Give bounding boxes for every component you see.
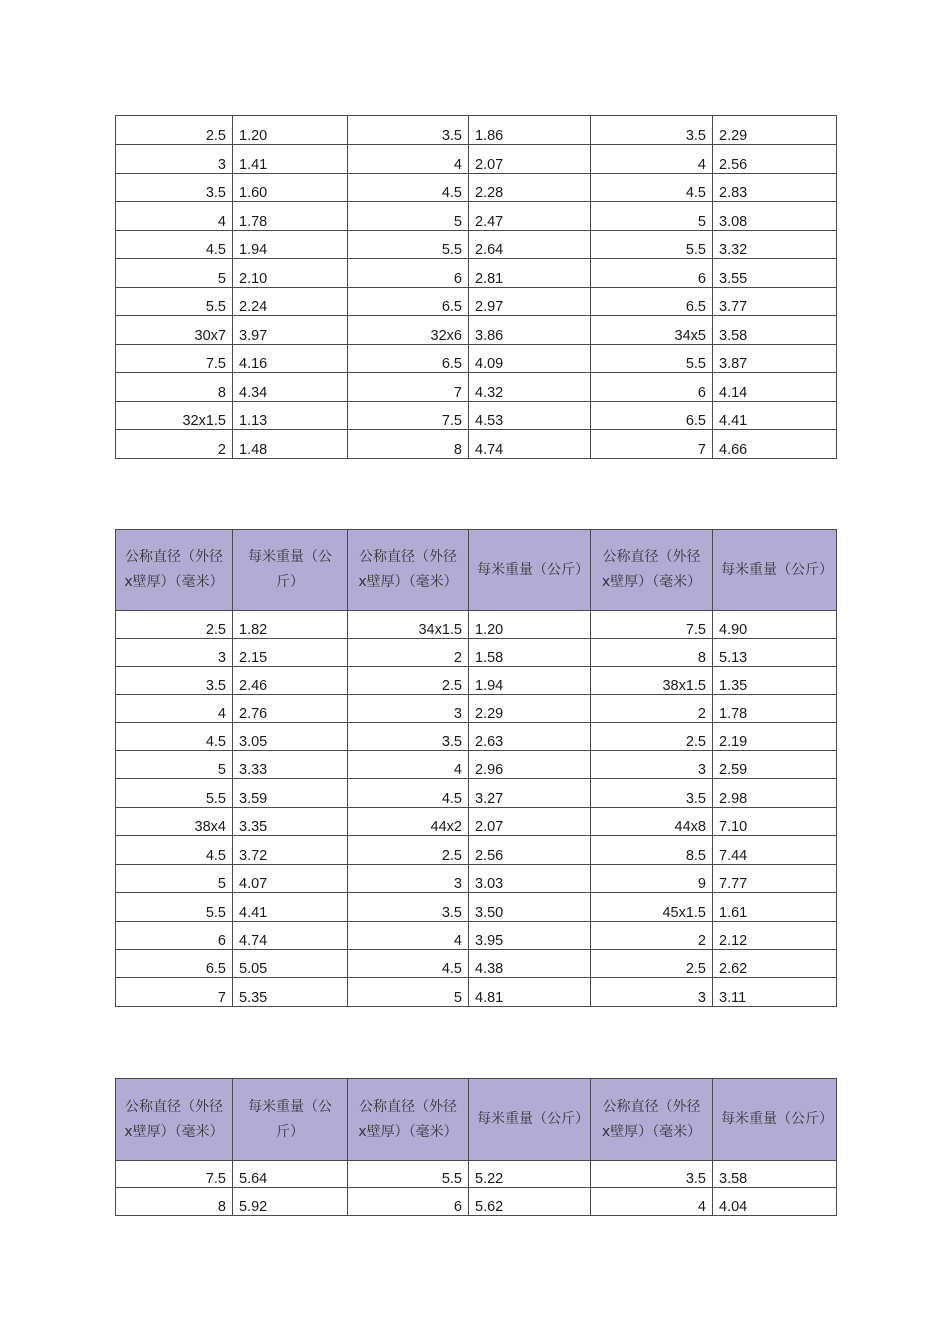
cell-weight: 1.61 [713, 893, 837, 922]
cell-weight: 7.77 [713, 865, 837, 893]
cell-weight: 2.97 [469, 288, 591, 316]
header-diameter: 公称直径（外径x壁厚）（毫米） [116, 530, 233, 611]
header-weight: 每米重量（公斤） [469, 1079, 591, 1161]
cell-diameter: 3 [591, 978, 713, 1007]
cell-weight: 5.13 [713, 639, 837, 667]
cell-diameter: 7.5 [116, 1161, 233, 1188]
cell-diameter: 2.5 [348, 836, 469, 865]
weight-table-2 [115, 529, 837, 1007]
table-row [116, 779, 837, 808]
cell-weight: 1.20 [233, 116, 348, 145]
cell-diameter: 38x4 [116, 808, 233, 836]
cell-diameter: 3 [116, 639, 233, 667]
cell-weight: 3.72 [233, 836, 348, 865]
cell-diameter: 2 [116, 430, 233, 459]
cell-diameter: 6.5 [348, 288, 469, 316]
cell-weight: 2.15 [233, 639, 348, 667]
cell-diameter: 8 [591, 639, 713, 667]
table-row [116, 345, 837, 373]
cell-weight: 4.53 [469, 402, 591, 430]
cell-diameter: 8.5 [591, 836, 713, 865]
cell-diameter: 3.5 [348, 723, 469, 751]
cell-weight: 5.62 [469, 1188, 591, 1216]
cell-weight: 3.55 [713, 259, 837, 288]
cell-weight: 2.96 [469, 751, 591, 779]
cell-diameter: 4.5 [348, 950, 469, 978]
cell-weight: 3.50 [469, 893, 591, 922]
cell-weight: 4.81 [469, 978, 591, 1007]
cell-diameter: 4 [348, 145, 469, 174]
cell-diameter: 9 [591, 865, 713, 893]
cell-diameter: 3 [116, 145, 233, 174]
cell-weight: 2.07 [469, 808, 591, 836]
table-row [116, 639, 837, 667]
cell-diameter: 4 [348, 751, 469, 779]
cell-diameter: 32x6 [348, 316, 469, 345]
table-row [116, 316, 837, 345]
cell-weight: 2.29 [469, 695, 591, 723]
cell-weight: 1.13 [233, 402, 348, 430]
table-body [116, 1161, 837, 1216]
cell-diameter: 5.5 [591, 345, 713, 373]
table-body [116, 611, 837, 1007]
table-body [116, 116, 837, 459]
cell-diameter: 5 [116, 865, 233, 893]
cell-weight: 2.29 [713, 116, 837, 145]
cell-weight: 2.81 [469, 259, 591, 288]
cell-diameter: 8 [116, 373, 233, 402]
cell-weight: 3.35 [233, 808, 348, 836]
cell-weight: 2.56 [469, 836, 591, 865]
cell-diameter: 5.5 [116, 288, 233, 316]
cell-diameter: 7 [116, 978, 233, 1007]
cell-diameter: 8 [348, 430, 469, 459]
cell-diameter: 34x1.5 [348, 611, 469, 639]
cell-weight: 5.05 [233, 950, 348, 978]
cell-diameter: 4.5 [348, 779, 469, 808]
cell-weight: 3.95 [469, 922, 591, 950]
cell-weight: 4.38 [469, 950, 591, 978]
cell-diameter: 7.5 [348, 402, 469, 430]
cell-weight: 4.07 [233, 865, 348, 893]
cell-weight: 4.74 [469, 430, 591, 459]
cell-diameter: 2 [591, 695, 713, 723]
cell-diameter: 2.5 [348, 667, 469, 695]
cell-diameter: 5 [116, 751, 233, 779]
cell-weight: 2.63 [469, 723, 591, 751]
table-row [116, 751, 837, 779]
cell-weight: 4.90 [713, 611, 837, 639]
cell-weight: 4.04 [713, 1188, 837, 1216]
cell-weight: 2.07 [469, 145, 591, 174]
cell-weight: 3.97 [233, 316, 348, 345]
cell-weight: 3.33 [233, 751, 348, 779]
cell-diameter: 30x7 [116, 316, 233, 345]
cell-diameter: 7 [348, 373, 469, 402]
cell-weight: 2.19 [713, 723, 837, 751]
cell-weight: 2.24 [233, 288, 348, 316]
cell-diameter: 4.5 [348, 174, 469, 202]
cell-diameter: 2.5 [116, 611, 233, 639]
cell-weight: 1.60 [233, 174, 348, 202]
cell-weight: 1.20 [469, 611, 591, 639]
header-weight: 每米重量（公斤） [469, 530, 591, 611]
cell-diameter: 34x5 [591, 316, 713, 345]
cell-weight: 2.98 [713, 779, 837, 808]
cell-weight: 5.35 [233, 978, 348, 1007]
cell-weight: 1.94 [233, 231, 348, 259]
header-diameter: 公称直径（外径x壁厚）（毫米） [116, 1079, 233, 1161]
cell-weight: 3.11 [713, 978, 837, 1007]
cell-diameter: 44x8 [591, 808, 713, 836]
table-row [116, 723, 837, 751]
cell-weight: 2.28 [469, 174, 591, 202]
cell-diameter: 4 [348, 922, 469, 950]
table-header [116, 1079, 837, 1161]
cell-diameter: 2 [348, 639, 469, 667]
header-diameter: 公称直径（外径x壁厚）（毫米） [591, 530, 713, 611]
cell-weight: 3.05 [233, 723, 348, 751]
cell-diameter: 5 [348, 978, 469, 1007]
cell-weight: 2.12 [713, 922, 837, 950]
cell-diameter: 8 [116, 1188, 233, 1216]
cell-weight: 5.92 [233, 1188, 348, 1216]
cell-diameter: 6.5 [348, 345, 469, 373]
table-row [116, 430, 837, 459]
cell-diameter: 3.5 [116, 174, 233, 202]
weight-table-1 [115, 115, 837, 459]
cell-weight: 1.78 [233, 202, 348, 231]
table-row [116, 1161, 837, 1188]
cell-weight: 3.27 [469, 779, 591, 808]
cell-diameter: 6 [116, 922, 233, 950]
cell-weight: 1.35 [713, 667, 837, 695]
cell-weight: 1.94 [469, 667, 591, 695]
cell-diameter: 6.5 [591, 288, 713, 316]
cell-weight: 3.08 [713, 202, 837, 231]
cell-diameter: 3.5 [591, 779, 713, 808]
cell-diameter: 5.5 [591, 231, 713, 259]
cell-weight: 3.77 [713, 288, 837, 316]
table-row [116, 373, 837, 402]
cell-weight: 2.76 [233, 695, 348, 723]
cell-weight: 5.64 [233, 1161, 348, 1188]
header-weight: 每米重量（公斤） [233, 530, 348, 611]
cell-diameter: 6 [348, 259, 469, 288]
cell-weight: 7.10 [713, 808, 837, 836]
cell-weight: 3.86 [469, 316, 591, 345]
cell-diameter: 5.5 [348, 231, 469, 259]
header-diameter: 公称直径（外径x壁厚）（毫米） [348, 1079, 469, 1161]
cell-diameter: 2 [591, 922, 713, 950]
table-row [116, 978, 837, 1007]
table-header [116, 530, 837, 611]
cell-diameter: 3.5 [348, 116, 469, 145]
cell-diameter: 2.5 [116, 116, 233, 145]
table-row [116, 865, 837, 893]
table-row [116, 922, 837, 950]
table-row [116, 667, 837, 695]
cell-weight: 2.59 [713, 751, 837, 779]
cell-weight: 1.48 [233, 430, 348, 459]
cell-diameter: 2.5 [591, 950, 713, 978]
cell-diameter: 4.5 [116, 723, 233, 751]
cell-diameter: 6 [591, 373, 713, 402]
cell-diameter: 4.5 [116, 836, 233, 865]
cell-weight: 4.16 [233, 345, 348, 373]
cell-diameter: 6 [348, 1188, 469, 1216]
cell-weight: 2.83 [713, 174, 837, 202]
cell-diameter: 5 [116, 259, 233, 288]
cell-weight: 2.46 [233, 667, 348, 695]
table-row [116, 288, 837, 316]
cell-weight: 3.03 [469, 865, 591, 893]
cell-weight: 2.47 [469, 202, 591, 231]
cell-diameter: 3 [591, 751, 713, 779]
cell-weight: 4.41 [233, 893, 348, 922]
cell-weight: 1.41 [233, 145, 348, 174]
cell-weight: 3.87 [713, 345, 837, 373]
cell-diameter: 38x1.5 [591, 667, 713, 695]
cell-weight: 3.58 [713, 1161, 837, 1188]
table-row [116, 695, 837, 723]
cell-diameter: 3.5 [116, 667, 233, 695]
table-row [116, 174, 837, 202]
cell-diameter: 5 [348, 202, 469, 231]
cell-diameter: 6 [591, 259, 713, 288]
cell-weight: 7.44 [713, 836, 837, 865]
header-weight: 每米重量（公斤） [713, 530, 837, 611]
cell-weight: 1.78 [713, 695, 837, 723]
header-weight: 每米重量（公斤） [233, 1079, 348, 1161]
cell-diameter: 44x2 [348, 808, 469, 836]
table-row [116, 116, 837, 145]
cell-diameter: 4 [116, 202, 233, 231]
cell-diameter: 3.5 [591, 1161, 713, 1188]
table-row [116, 950, 837, 978]
cell-weight: 3.58 [713, 316, 837, 345]
cell-weight: 4.09 [469, 345, 591, 373]
cell-weight: 4.41 [713, 402, 837, 430]
cell-diameter: 5.5 [348, 1161, 469, 1188]
cell-weight: 5.22 [469, 1161, 591, 1188]
table-row [116, 836, 837, 865]
cell-weight: 4.74 [233, 922, 348, 950]
cell-weight: 4.34 [233, 373, 348, 402]
cell-weight: 1.58 [469, 639, 591, 667]
cell-weight: 3.59 [233, 779, 348, 808]
header-diameter: 公称直径（外径x壁厚）（毫米） [591, 1079, 713, 1161]
cell-diameter: 6.5 [591, 402, 713, 430]
table-row [116, 893, 837, 922]
cell-weight: 2.56 [713, 145, 837, 174]
cell-diameter: 4.5 [591, 174, 713, 202]
cell-diameter: 7.5 [591, 611, 713, 639]
cell-diameter: 7 [591, 430, 713, 459]
table-row [116, 259, 837, 288]
table-row [116, 808, 837, 836]
cell-diameter: 4 [591, 145, 713, 174]
header-diameter: 公称直径（外径x壁厚）（毫米） [348, 530, 469, 611]
cell-weight: 4.66 [713, 430, 837, 459]
cell-weight: 3.32 [713, 231, 837, 259]
cell-diameter: 4 [116, 695, 233, 723]
cell-diameter: 4.5 [116, 231, 233, 259]
cell-diameter: 3 [348, 695, 469, 723]
table-row [116, 145, 837, 174]
cell-weight: 2.64 [469, 231, 591, 259]
cell-diameter: 45x1.5 [591, 893, 713, 922]
table-row [116, 231, 837, 259]
table-row [116, 611, 837, 639]
cell-diameter: 7.5 [116, 345, 233, 373]
cell-weight: 1.82 [233, 611, 348, 639]
cell-weight: 1.86 [469, 116, 591, 145]
cell-diameter: 3 [348, 865, 469, 893]
cell-weight: 4.14 [713, 373, 837, 402]
cell-diameter: 4 [591, 1188, 713, 1216]
cell-weight: 4.32 [469, 373, 591, 402]
cell-diameter: 3.5 [591, 116, 713, 145]
cell-weight: 2.10 [233, 259, 348, 288]
cell-diameter: 6.5 [116, 950, 233, 978]
cell-diameter: 5 [591, 202, 713, 231]
cell-diameter: 5.5 [116, 779, 233, 808]
header-weight: 每米重量（公斤） [713, 1079, 837, 1161]
cell-diameter: 32x1.5 [116, 402, 233, 430]
table-row [116, 1188, 837, 1216]
cell-diameter: 3.5 [348, 893, 469, 922]
cell-weight: 2.62 [713, 950, 837, 978]
table-row [116, 402, 837, 430]
cell-diameter: 5.5 [116, 893, 233, 922]
cell-diameter: 2.5 [591, 723, 713, 751]
table-row [116, 202, 837, 231]
weight-table-3 [115, 1078, 837, 1216]
